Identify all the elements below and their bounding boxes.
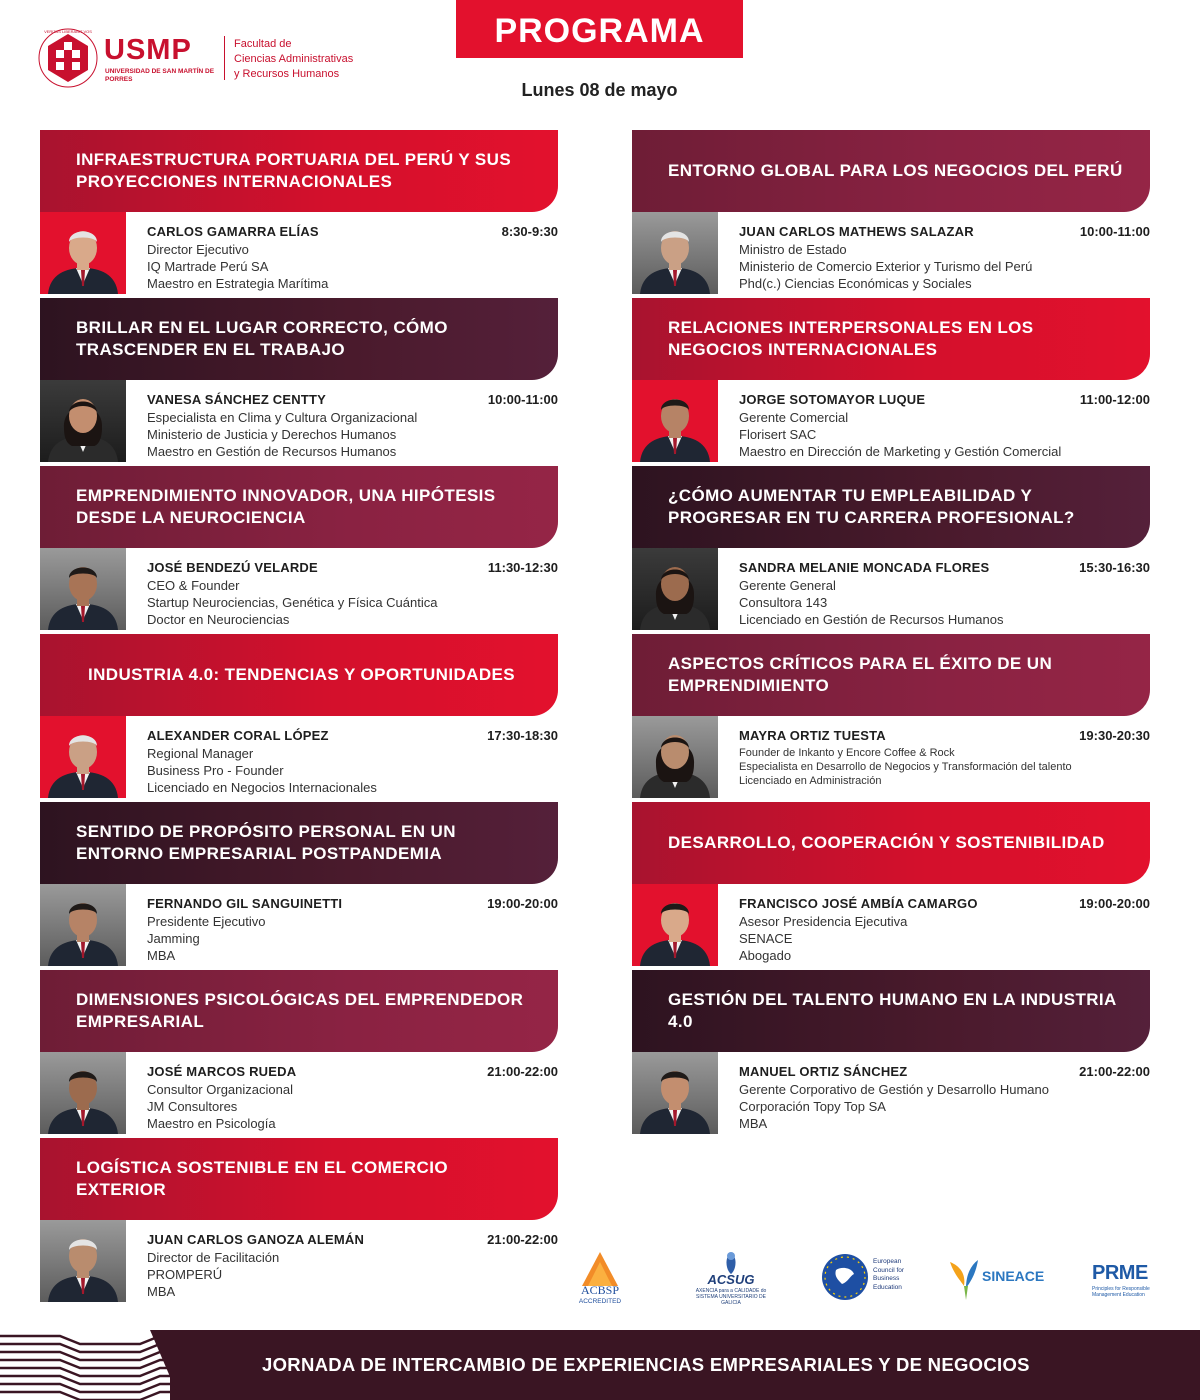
speaker-details <box>147 745 377 796</box>
faculty-line-2: Ciencias Administrativas <box>234 53 354 65</box>
sineace-logo <box>946 1248 1046 1308</box>
speaker-photo-illustration <box>40 548 126 630</box>
speaker-photo-illustration <box>632 548 718 630</box>
speaker-organization: Startup Neurociencias, Genética y Física Cuántica <box>147 595 438 610</box>
session-title: INFRAESTRUCTURA PORTUARIA DEL PERÚ Y SUS PROYECCIONES INTERNACIONALES <box>76 150 512 191</box>
usmp-wordmark: USMP <box>104 34 192 66</box>
speaker-degree: MBA <box>147 948 176 963</box>
session-banner <box>632 634 1150 716</box>
speaker-degree: Phd(c.) Ciencias Económicas y Sociales <box>739 276 972 291</box>
speaker-details <box>147 1249 279 1300</box>
speaker-role: Asesor Presidencia Ejecutiva <box>739 914 908 929</box>
speaker-photo <box>40 548 126 630</box>
speaker-name: VANESA SÁNCHEZ CENTTY <box>147 392 326 407</box>
ecbe-globe-icon <box>820 1252 870 1302</box>
faculty-name <box>234 37 394 82</box>
speaker-degree: Maestro en Estrategia Marítima <box>147 276 329 291</box>
faculty-line-3: y Recursos Humanos <box>234 68 340 80</box>
speaker-photo-illustration <box>632 716 718 798</box>
session-time: 10:00-11:00 <box>1079 224 1150 239</box>
session-title: DESARROLLO, COOPERACIÓN Y SOSTENIBILIDAD <box>668 833 1105 852</box>
speaker-details <box>739 913 907 964</box>
speaker-photo <box>632 1052 718 1134</box>
session-title: DIMENSIONES PSICOLÓGICAS DEL EMPRENDEDOR EMPRESARIAL <box>76 990 524 1031</box>
speaker-name: CARLOS GAMARRA ELÍAS <box>147 224 319 239</box>
session-time: 21:00-22:00 <box>487 1232 558 1247</box>
session-title: BRILLAR EN EL LUGAR CORRECTO, CÓMO TRASCENDER EN EL TRABAJO <box>76 318 448 359</box>
speaker-organization: IQ Martrade Perú SA <box>147 259 269 274</box>
event-date: Lunes 08 de mayo <box>521 80 678 100</box>
session-card <box>632 298 1150 464</box>
speaker-name: SANDRA MELANIE MONCADA FLORES <box>739 560 990 575</box>
session-card <box>40 298 558 464</box>
speaker-name: JUAN CARLOS GANOZA ALEMÁN <box>147 1232 365 1247</box>
ecbe-label: European Council for Business Education <box>873 1258 905 1291</box>
speaker-name: FERNANDO GIL SANGUINETTI <box>147 896 343 911</box>
session-banner <box>40 466 558 548</box>
acbsp-sublabel: ACCREDITED <box>578 1298 622 1305</box>
speaker-details <box>739 577 1003 628</box>
session-card <box>40 1138 558 1304</box>
speaker-role: Gerente Comercial <box>739 410 849 425</box>
session-card <box>632 466 1150 632</box>
speaker-details <box>739 746 1072 788</box>
speaker-role: Gerente General <box>739 578 836 593</box>
session-time: 19:30-20:30 <box>1079 728 1150 743</box>
session-title: GESTIÓN DEL TALENTO HUMANO EN LA INDUSTRIA 4.0 <box>668 990 1117 1031</box>
speaker-photo-illustration <box>40 380 126 462</box>
speaker-degree: Licenciado en Gestión de Recursos Humanos <box>739 612 1004 627</box>
speaker-role: Founder de Inkanto y Encore Coffee & Rock <box>739 747 955 759</box>
session-title: RELACIONES INTERPERSONALES EN LOS NEGOCIOS INTERNACIONALES <box>668 318 1034 359</box>
speaker-photo <box>632 212 718 294</box>
speaker-name: JUAN CARLOS MATHEWS SALAZAR <box>739 224 974 239</box>
speaker-name: FRANCISCO JOSÉ AMBÍA CAMARGO <box>739 896 978 911</box>
speaker-organization: Jamming <box>147 931 200 946</box>
speaker-organization: Ministerio de Comercio Exterior y Turismo del Perú <box>739 259 1033 274</box>
speaker-degree: Licenciado en Negocios Internacionales <box>147 780 377 795</box>
speaker-organization: Business Pro - Founder <box>147 763 284 778</box>
speaker-organization: JM Consultores <box>147 1099 238 1114</box>
session-banner <box>40 1138 558 1220</box>
session-card <box>632 130 1150 296</box>
speaker-photo <box>40 212 126 294</box>
speaker-photo <box>40 1220 126 1302</box>
speaker-organization: Ministerio de Justicia y Derechos Humanos <box>147 427 397 442</box>
speaker-role: Director Ejecutivo <box>147 242 249 257</box>
prme-label: PRME <box>1092 1262 1148 1284</box>
speaker-degree: Abogado <box>739 948 792 963</box>
session-card <box>40 634 558 800</box>
session-time: 8:30-9:30 <box>501 224 558 239</box>
session-card <box>40 130 558 296</box>
acsug-sublabel: AXENCIA para a CALIDADE do SISTEMA UNIVERSITARIO DE GALICIA <box>695 1288 767 1306</box>
session-title: SENTIDO DE PROPÓSITO PERSONAL EN UN ENTORNO EMPRESARIAL POSTPANDEMIA <box>76 822 456 863</box>
session-banner <box>40 298 558 380</box>
usmp-subtitle: UNIVERSIDAD DE SAN MARTÍN DE PORRES <box>105 68 215 83</box>
ecbe-logo <box>820 1248 910 1308</box>
speaker-photo-illustration <box>632 380 718 462</box>
session-title: INDUSTRIA 4.0: TENDENCIAS Y OPORTUNIDADES <box>88 665 515 684</box>
speaker-details <box>739 409 1061 460</box>
acsug-logo <box>686 1248 776 1308</box>
session-time: 10:00-11:00 <box>487 392 558 407</box>
session-time: 21:00-22:00 <box>487 1064 558 1079</box>
prme-logo <box>1090 1248 1160 1308</box>
speaker-photo-illustration <box>40 212 126 294</box>
session-title: EMPRENDIMIENTO INNOVADOR, UNA HIPÓTESIS DESDE LA NEUROCIENCIA <box>76 486 496 527</box>
speaker-role: Especialista en Clima y Cultura Organizacional <box>147 410 418 425</box>
acbsp-label: ACBSP <box>580 1283 620 1297</box>
session-time: 15:30-16:30 <box>1079 560 1150 575</box>
session-banner <box>40 130 558 212</box>
session-title: ¿CÓMO AUMENTAR TU EMPLEABILIDAD Y PROGRESAR EN TU CARRERA PROFESIONAL? <box>668 486 1075 527</box>
session-card <box>40 466 558 632</box>
session-card <box>40 970 558 1136</box>
session-banner <box>632 466 1150 548</box>
speaker-name: JOSÉ BENDEZÚ VELARDE <box>147 560 318 575</box>
session-banner <box>40 634 558 716</box>
speaker-degree: MBA <box>739 1116 768 1131</box>
speaker-name: JOSÉ MARCOS RUEDA <box>147 1064 297 1079</box>
speaker-name: MANUEL ORTIZ SÁNCHEZ <box>739 1064 908 1079</box>
session-title: ASPECTOS CRÍTICOS PARA EL ÉXITO DE UN EMPRENDIMIENTO <box>668 654 1053 695</box>
speaker-organization: SENACE <box>739 931 793 946</box>
speaker-name: ALEXANDER CORAL LÓPEZ <box>147 728 329 743</box>
speaker-degree: MBA <box>147 1284 176 1299</box>
speaker-degree: Maestro en Gestión de Recursos Humanos <box>147 444 397 459</box>
speaker-degree: Maestro en Psicología <box>147 1116 276 1131</box>
session-time: 19:00-20:00 <box>1079 896 1150 911</box>
footer-stripes-decoration <box>0 1330 240 1400</box>
speaker-photo <box>632 548 718 630</box>
session-banner <box>40 802 558 884</box>
speaker-role: Regional Manager <box>147 746 254 761</box>
speaker-photo <box>40 716 126 798</box>
session-card <box>632 634 1150 800</box>
session-card <box>40 802 558 968</box>
session-card <box>632 802 1150 968</box>
session-time: 19:00-20:00 <box>487 896 558 911</box>
page-title: PROGRAMA <box>456 0 743 58</box>
session-banner <box>632 298 1150 380</box>
speaker-photo <box>40 1052 126 1134</box>
speaker-organization: Consultora 143 <box>739 595 828 610</box>
speaker-details <box>147 577 437 628</box>
speaker-photo-illustration <box>632 884 718 966</box>
speaker-degree: Maestro en Dirección de Marketing y Gestión Comercial <box>739 444 1062 459</box>
sineace-label: SINEACE <box>982 1268 1045 1284</box>
session-title: ENTORNO GLOBAL PARA LOS NEGOCIOS DEL PERÚ <box>668 161 1123 180</box>
speaker-name: JORGE SOTOMAYOR LUQUE <box>739 392 926 407</box>
speaker-photo-illustration <box>40 1220 126 1302</box>
speaker-photo <box>632 380 718 462</box>
speaker-role: CEO & Founder <box>147 578 240 593</box>
session-banner <box>632 130 1150 212</box>
speaker-role: Gerente Corporativo de Gestión y Desarrollo Humano <box>739 1082 1049 1097</box>
speaker-details <box>739 241 1032 292</box>
speaker-photo <box>40 380 126 462</box>
speaker-organization: Corporación Topy Top SA <box>739 1099 886 1114</box>
session-card <box>632 970 1150 1136</box>
session-title: LOGÍSTICA SOSTENIBLE EN EL COMERCIO EXTERIOR <box>76 1158 448 1199</box>
session-time: 11:00-12:00 <box>1079 392 1150 407</box>
speaker-organization: PROMPERÚ <box>147 1267 223 1282</box>
speaker-photo-illustration <box>40 884 126 966</box>
session-time: 11:30-12:30 <box>487 560 558 575</box>
crest-motto: VERITAS LIBERABIT VOS <box>44 29 92 34</box>
speaker-photo-illustration <box>632 212 718 294</box>
speaker-role: Director de Facilitación <box>147 1250 280 1265</box>
logo-divider <box>224 36 225 80</box>
acbsp-logo <box>572 1248 628 1308</box>
speaker-details <box>147 241 328 292</box>
sineace-bird-icon <box>946 1252 982 1302</box>
speaker-photo-illustration <box>632 1052 718 1134</box>
footer-title: JORNADA DE INTERCAMBIO DE EXPERIENCIAS EMPRESARIALES Y DE NEGOCIOS <box>262 1354 1030 1375</box>
speaker-degree: Licenciado en Administración <box>739 775 882 787</box>
speaker-photo-illustration <box>40 1052 126 1134</box>
session-time: 21:00-22:00 <box>1079 1064 1150 1079</box>
faculty-line-1: Facultad de <box>234 38 292 50</box>
speaker-degree: Doctor en Neurociencias <box>147 612 290 627</box>
speaker-role: Consultor Organizacional <box>147 1082 293 1097</box>
crest-icon <box>38 28 98 88</box>
speaker-organization: Florisert SAC <box>739 427 817 442</box>
speaker-role: Ministro de Estado <box>739 242 847 257</box>
speaker-details <box>739 1081 1049 1132</box>
speaker-name: MAYRA ORTIZ TUESTA <box>739 728 886 743</box>
session-time: 17:30-18:30 <box>487 728 558 743</box>
session-banner <box>632 970 1150 1052</box>
speaker-photo <box>40 884 126 966</box>
speaker-photo-illustration <box>40 716 126 798</box>
speaker-details <box>147 913 266 964</box>
speaker-role: Presidente Ejecutivo <box>147 914 266 929</box>
session-banner <box>40 970 558 1052</box>
speaker-organization: Especialista en Desarrollo de Negocios y Transformación del talento <box>739 761 1072 773</box>
speaker-photo <box>632 884 718 966</box>
session-banner <box>632 802 1150 884</box>
acsug-label: ACSUG <box>707 1272 755 1287</box>
speaker-photo <box>632 716 718 798</box>
prme-sublabel: Principles for Responsible Management Education <box>1092 1286 1150 1298</box>
speaker-details <box>147 409 417 460</box>
speaker-details <box>147 1081 293 1132</box>
